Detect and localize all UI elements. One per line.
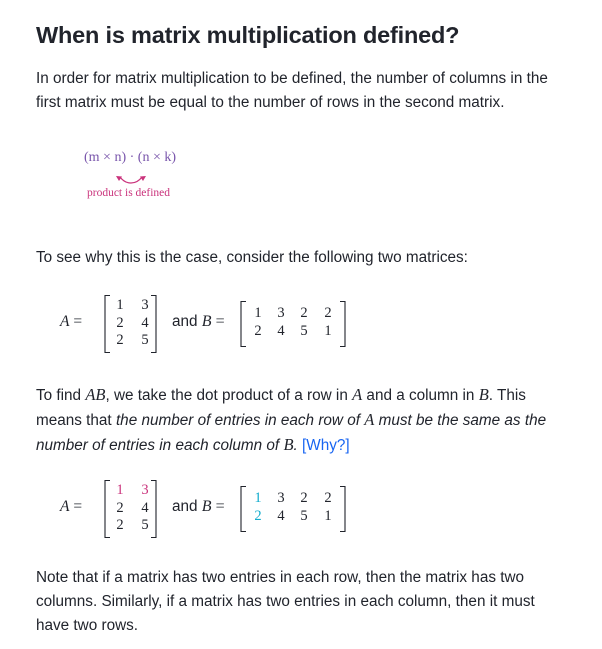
matrix-b-label: B =	[201, 498, 225, 515]
intro-line-1: In order for matrix multiplication to be defined, the number of columns in the	[36, 70, 548, 87]
dimension-expression	[84, 150, 176, 166]
matrix-b-entry: 4	[277, 508, 285, 524]
matrix-a-left-bracket	[104, 295, 112, 353]
matrix-a-label	[60, 313, 82, 331]
matrix-b-entry: 3	[277, 305, 285, 321]
matrix-b-label: B =	[201, 313, 225, 330]
matrix-a-left-bracket	[104, 480, 112, 538]
explain-line-3: number of entries in each column of B. [Why?]	[36, 435, 350, 454]
matrix-b-left-bracket	[240, 301, 248, 347]
product-defined-label: product is defined	[87, 187, 171, 199]
matrix-b-entry: 5	[300, 323, 308, 339]
matrix-b-entry: 2	[254, 508, 262, 524]
double-arrow-icon	[113, 173, 149, 187]
first-matrix-dimensions: (m × n)	[84, 150, 127, 165]
matrix-a-entry: 4	[141, 499, 149, 516]
intro-paragraph	[36, 67, 548, 115]
matrix-a-entry: 1	[116, 482, 124, 498]
product-ab: AB	[85, 385, 106, 404]
matrix-b-entry: 1	[254, 305, 262, 321]
matrix-b-entry: 1	[324, 508, 332, 524]
multiplication-dot: ·	[129, 150, 135, 165]
matrix-a-entry: 1	[116, 297, 124, 313]
matrix-b-entry: 4	[277, 323, 285, 339]
matrix-b-left-bracket	[240, 486, 248, 532]
matrix-a-name: A =	[60, 313, 83, 330]
matrix-b-right-bracket	[339, 301, 347, 347]
matrix-b-entry: 2	[300, 305, 308, 321]
consider-paragraph	[36, 246, 468, 270]
and-text: and	[172, 498, 198, 515]
consider-line: To see why this is the case, consider the following two matrices:	[36, 249, 468, 266]
matrix-a-entry: 2	[116, 517, 124, 533]
and-b-label	[172, 498, 225, 516]
matrix-b-right-bracket	[339, 486, 347, 532]
matrix-b-entry: 2	[324, 305, 332, 321]
matrix-a-entry: 5	[141, 332, 149, 348]
matrix-b-entry: 5	[300, 508, 308, 524]
matrix-a-label	[60, 498, 82, 516]
intro-line-2: first matrix must be equal to the number of rows in the second matrix.	[36, 94, 505, 111]
and-b-label	[172, 313, 225, 331]
matrix-a-entry: 2	[116, 332, 124, 348]
matrix-b-entry: 2	[300, 490, 308, 506]
matrix-a-entry: 4	[141, 314, 149, 331]
note-line-1: Note that if a matrix has two entries in each row, then the matrix has two	[36, 569, 525, 586]
note-paragraph	[36, 566, 535, 638]
page-title: When is matrix multiplication defined?	[36, 22, 460, 48]
matrix-b-entry: 3	[277, 490, 285, 506]
matrix-b-entry: 2	[254, 323, 262, 339]
matrix-a-entry: 5	[141, 517, 149, 533]
second-matrix-dimensions: (n × k)	[137, 150, 177, 165]
matrix-b-entry: 2	[324, 490, 332, 506]
and-text: and	[172, 313, 198, 330]
note-line-3: have two rows.	[36, 617, 139, 634]
matrix-a-entry: 3	[141, 297, 149, 313]
matrix-a-entry: 2	[116, 499, 124, 516]
explain-line-2: means that the number of entries in each row of A must be the same as the	[36, 410, 547, 429]
matrix-b-entry: 1	[324, 323, 332, 339]
why-link[interactable]: [Why?]	[302, 437, 350, 454]
matrix-b-entry: 1	[254, 490, 262, 506]
matrix-a-entry: 2	[116, 314, 124, 331]
matrix-a-name: A =	[60, 498, 83, 515]
matrix-a-entry: 3	[141, 482, 149, 498]
explain-line-1: To find AB, we take the dot product of a row in A and a column in B. This	[36, 385, 526, 404]
explain-paragraph	[36, 383, 546, 458]
note-line-2: columns. Similarly, if a matrix has two entries in each column, then it must	[36, 593, 535, 610]
